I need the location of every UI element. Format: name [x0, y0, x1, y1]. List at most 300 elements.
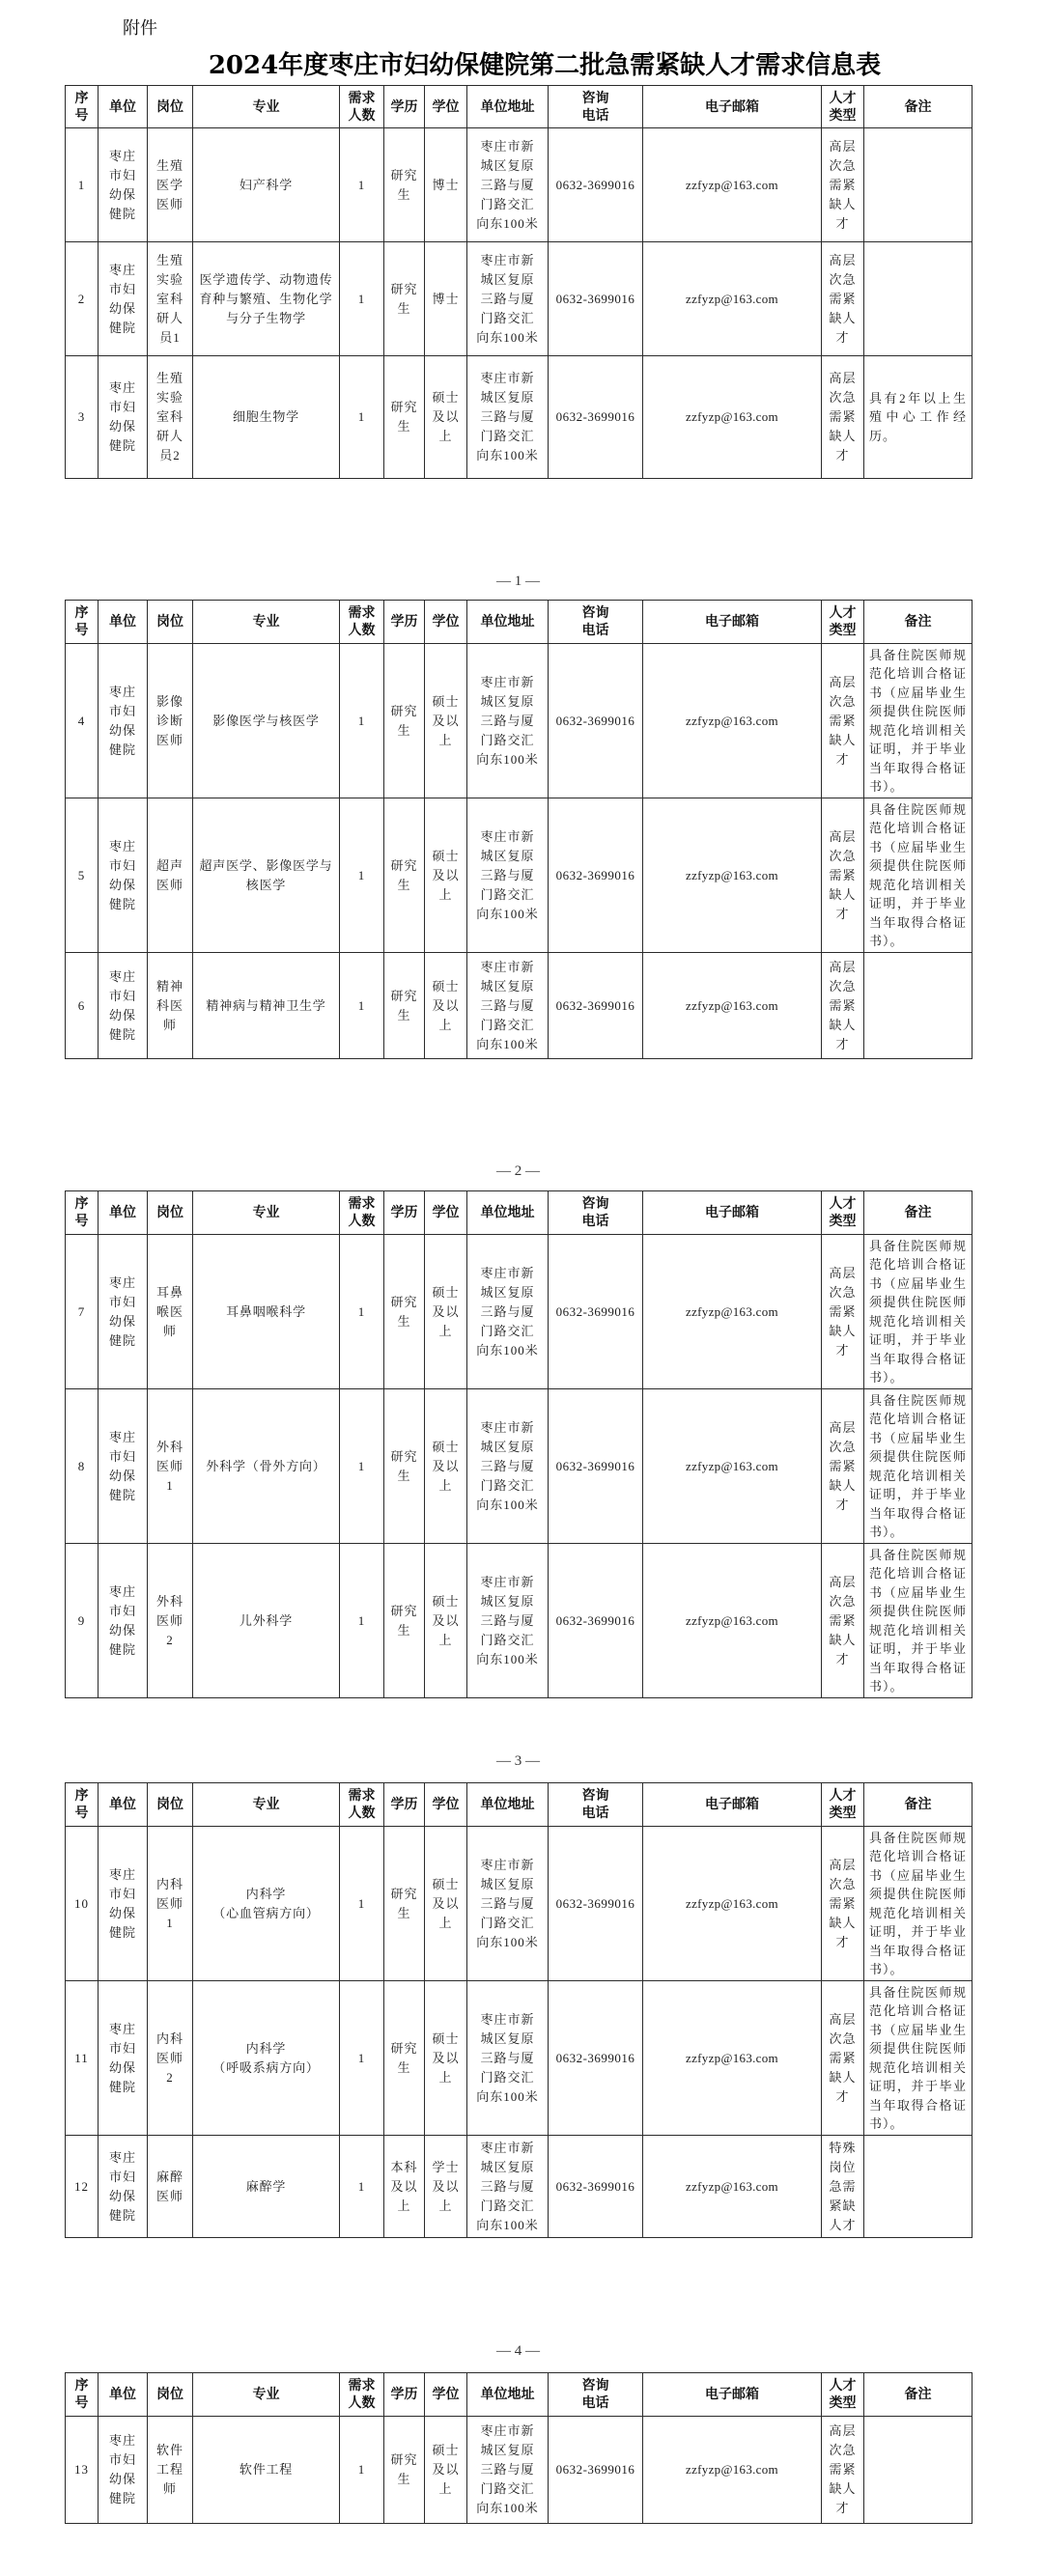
- header-education: [384, 1783, 425, 1827]
- header-row: [66, 1191, 973, 1235]
- cell-degree: 学士及以上: [425, 2136, 467, 2238]
- cell-major: 医学遗传学、动物遗传育种与繁殖、生物化学与分子生物学: [193, 242, 340, 356]
- cell-education: 研究生: [384, 953, 425, 1059]
- cell-email: zzfyzp@163.com: [643, 798, 822, 953]
- cell-phone: 0632-3699016: [549, 356, 643, 479]
- header-talent-type: [822, 1783, 864, 1827]
- table-row: [66, 2417, 973, 2524]
- header-label: 咨询电话: [581, 2378, 609, 2411]
- cell-count: 1: [340, 1544, 384, 1698]
- cell-address: 枣庄市新城区复原三路与厦门路交汇向东100米: [467, 128, 549, 242]
- cell-email: zzfyzp@163.com: [643, 1827, 822, 1981]
- table-row: [66, 1235, 973, 1389]
- header-remark: [864, 1191, 973, 1235]
- cell-count: 1: [340, 1389, 384, 1544]
- header-label: 专业: [252, 1205, 280, 1220]
- cell-education: 研究生: [384, 1235, 425, 1389]
- header-degree: [425, 1191, 467, 1235]
- header-post: [148, 1191, 193, 1235]
- header-talent-type: [822, 86, 864, 128]
- cell-talent-type: 高层次急需紧缺人才: [822, 1235, 864, 1389]
- cell-degree: 硕士及以上: [425, 1235, 467, 1389]
- header-no: [66, 601, 99, 644]
- cell-no: 10: [66, 1827, 99, 1981]
- header-label: 单位: [109, 1205, 136, 1220]
- cell-education: 研究生: [384, 2417, 425, 2524]
- header-label: 岗位: [156, 614, 183, 630]
- header-major: [193, 601, 340, 644]
- cell-no: 6: [66, 953, 99, 1059]
- cell-remark: [864, 128, 973, 242]
- requirement-table-page-5: [65, 2372, 973, 2524]
- cell-major: 超声医学、影像医学与核医学: [193, 798, 340, 953]
- cell-degree: 硕士及以上: [425, 356, 467, 479]
- cell-phone: 0632-3699016: [549, 798, 643, 953]
- cell-unit: 枣庄市妇幼保健院: [99, 798, 148, 953]
- requirement-table-page-2: [65, 600, 973, 1059]
- cell-no: 2: [66, 242, 99, 356]
- header-phone: [549, 86, 643, 128]
- header-label: 学历: [390, 98, 418, 115]
- header-post: [148, 2373, 193, 2417]
- cell-talent-type: 高层次急需紧缺人才: [822, 242, 864, 356]
- header-label: 单位地址: [480, 1205, 535, 1220]
- cell-talent-type: 高层次急需紧缺人才: [822, 356, 864, 479]
- header-degree: [425, 1783, 467, 1827]
- header-label: 学历: [390, 614, 418, 630]
- header-label: 单位: [109, 1797, 136, 1812]
- cell-degree: 硕士及以上: [425, 798, 467, 953]
- header-label: 学位: [432, 1205, 460, 1220]
- cell-count: 1: [340, 2136, 384, 2238]
- header-label: 人才类型: [829, 1788, 857, 1821]
- cell-unit: 枣庄市妇幼保健院: [99, 953, 148, 1059]
- header-major: [193, 2373, 340, 2417]
- cell-post: 生殖医学医师: [148, 128, 193, 242]
- header-label: 咨询电话: [581, 605, 609, 638]
- cell-address: 枣庄市新城区复原三路与厦门路交汇向东100米: [467, 356, 549, 479]
- cell-talent-type: 高层次急需紧缺人才: [822, 1981, 864, 2136]
- cell-post: 麻醉医师: [148, 2136, 193, 2238]
- cell-phone: 0632-3699016: [549, 1981, 643, 2136]
- cell-talent-type: 特殊岗位急需紧缺人才: [822, 2136, 864, 2238]
- cell-no: 13: [66, 2417, 99, 2524]
- cell-major: 耳鼻咽喉科学: [193, 1235, 340, 1389]
- cell-post: 生殖实验室科研人员1: [148, 242, 193, 356]
- cell-post: 耳鼻喉医师: [148, 1235, 193, 1389]
- header-education: [384, 86, 425, 128]
- header-row: [66, 86, 973, 128]
- cell-email: zzfyzp@163.com: [643, 2417, 822, 2524]
- cell-degree: 博士: [425, 128, 467, 242]
- cell-degree: 硕士及以上: [425, 2417, 467, 2524]
- cell-no: 3: [66, 356, 99, 479]
- header-degree: [425, 2373, 467, 2417]
- cell-remark: 具备住院医师规范化培训合格证书（应届毕业生须提供住院医师规范化培训相关证明，并于毕业当年取得合格证书）。: [864, 798, 973, 953]
- header-label: 需求人数: [348, 605, 376, 638]
- header-row: [66, 601, 973, 644]
- header-label: 岗位: [156, 1205, 183, 1220]
- cell-talent-type: 高层次急需紧缺人才: [822, 953, 864, 1059]
- table-row: [66, 1827, 973, 1981]
- cell-unit: 枣庄市妇幼保健院: [99, 1235, 148, 1389]
- header-education: [384, 601, 425, 644]
- cell-major: 麻醉学: [193, 2136, 340, 2238]
- header-email: [643, 86, 822, 128]
- requirement-table-page-3: [65, 1190, 973, 1698]
- page-number: — 4 —: [496, 2343, 540, 2359]
- cell-remark: [864, 2417, 973, 2524]
- header-row: [66, 1783, 973, 1827]
- cell-email: zzfyzp@163.com: [643, 2136, 822, 2238]
- cell-degree: 硕士及以上: [425, 953, 467, 1059]
- header-label: 咨询电话: [581, 90, 609, 124]
- cell-address: 枣庄市新城区复原三路与厦门路交汇向东100米: [467, 242, 549, 356]
- header-label: 单位: [109, 2387, 136, 2402]
- cell-degree: 博士: [425, 242, 467, 356]
- cell-no: 5: [66, 798, 99, 953]
- header-address: [467, 1191, 549, 1235]
- cell-address: 枣庄市新城区复原三路与厦门路交汇向东100米: [467, 1544, 549, 1698]
- cell-unit: 枣庄市妇幼保健院: [99, 2417, 148, 2524]
- cell-unit: 枣庄市妇幼保健院: [99, 356, 148, 479]
- cell-remark: 具备住院医师规范化培训合格证书（应届毕业生须提供住院医师规范化培训相关证明，并于毕业当年取得合格证书）。: [864, 1389, 973, 1544]
- header-label: 电子邮箱: [705, 2387, 759, 2402]
- header-education: [384, 1191, 425, 1235]
- cell-remark: [864, 242, 973, 356]
- header-phone: [549, 2373, 643, 2417]
- header-unit: [99, 1783, 148, 1827]
- cell-unit: 枣庄市妇幼保健院: [99, 1827, 148, 1981]
- cell-talent-type: 高层次急需紧缺人才: [822, 798, 864, 953]
- cell-count: 1: [340, 798, 384, 953]
- header-label: 需求人数: [348, 1788, 376, 1821]
- cell-post: 软件工程师: [148, 2417, 193, 2524]
- cell-unit: 枣庄市妇幼保健院: [99, 644, 148, 798]
- header-label: 电子邮箱: [705, 98, 759, 115]
- cell-address: 枣庄市新城区复原三路与厦门路交汇向东100米: [467, 644, 549, 798]
- header-talent-type: [822, 2373, 864, 2417]
- header-label: 咨询电话: [581, 1196, 609, 1229]
- cell-address: 枣庄市新城区复原三路与厦门路交汇向东100米: [467, 1235, 549, 1389]
- cell-degree: 硕士及以上: [425, 1389, 467, 1544]
- header-label: 备注: [904, 2387, 932, 2402]
- header-label: 专业: [252, 1797, 280, 1812]
- cell-talent-type: 高层次急需紧缺人才: [822, 128, 864, 242]
- cell-count: 1: [340, 1981, 384, 2136]
- cell-phone: 0632-3699016: [549, 1544, 643, 1698]
- header-degree: [425, 86, 467, 128]
- cell-phone: 0632-3699016: [549, 128, 643, 242]
- cell-count: 1: [340, 644, 384, 798]
- cell-email: zzfyzp@163.com: [643, 1544, 822, 1698]
- header-major: [193, 1783, 340, 1827]
- header-label: 专业: [252, 98, 280, 115]
- cell-phone: 0632-3699016: [549, 1827, 643, 1981]
- cell-remark: [864, 953, 973, 1059]
- cell-talent-type: 高层次急需紧缺人才: [822, 1544, 864, 1698]
- cell-address: 枣庄市新城区复原三路与厦门路交汇向东100米: [467, 1981, 549, 2136]
- cell-no: 1: [66, 128, 99, 242]
- table-row: [66, 1389, 973, 1544]
- cell-major: 外科学（骨外方向）: [193, 1389, 340, 1544]
- header-label: 岗位: [156, 1797, 183, 1812]
- cell-degree: 硕士及以上: [425, 1827, 467, 1981]
- cell-count: 1: [340, 2417, 384, 2524]
- cell-count: 1: [340, 128, 384, 242]
- header-label: 单位地址: [480, 98, 535, 115]
- header-label: 电子邮箱: [705, 1205, 759, 1220]
- cell-address: 枣庄市新城区复原三路与厦门路交汇向东100米: [467, 1827, 549, 1981]
- cell-major: 软件工程: [193, 2417, 340, 2524]
- header-remark: [864, 601, 973, 644]
- header-label: 学位: [432, 2387, 460, 2402]
- header-label: 需求人数: [348, 2378, 376, 2411]
- cell-post: 生殖实验室科研人员2: [148, 356, 193, 479]
- header-label: 学位: [432, 1797, 460, 1812]
- cell-education: 研究生: [384, 242, 425, 356]
- header-label: 单位地址: [480, 1797, 535, 1812]
- cell-email: zzfyzp@163.com: [643, 1981, 822, 2136]
- cell-education: 研究生: [384, 356, 425, 479]
- cell-post: 外科医师1: [148, 1389, 193, 1544]
- cell-remark: 具有2年以上生殖中心工作经历。: [864, 356, 973, 479]
- cell-education: 研究生: [384, 1981, 425, 2136]
- cell-talent-type: 高层次急需紧缺人才: [822, 1827, 864, 1981]
- header-label: 人才类型: [829, 1196, 857, 1229]
- page-number: — 2 —: [496, 1163, 540, 1179]
- header-post: [148, 86, 193, 128]
- header-label: 人才类型: [829, 90, 857, 124]
- header-label: 电子邮箱: [705, 1797, 759, 1812]
- cell-phone: 0632-3699016: [549, 1235, 643, 1389]
- cell-email: zzfyzp@163.com: [643, 953, 822, 1059]
- header-remark: [864, 2373, 973, 2417]
- header-major: [193, 1191, 340, 1235]
- header-label: 电子邮箱: [705, 614, 759, 630]
- cell-unit: 枣庄市妇幼保健院: [99, 1981, 148, 2136]
- header-label: 需求人数: [348, 90, 376, 124]
- cell-remark: 具备住院医师规范化培训合格证书（应届毕业生须提供住院医师规范化培训相关证明，并于毕业当年取得合格证书）。: [864, 1827, 973, 1981]
- header-label: 单位地址: [480, 2387, 535, 2402]
- page-number: — 1 —: [496, 574, 540, 589]
- cell-education: 本科及以上: [384, 2136, 425, 2238]
- table-row: [66, 644, 973, 798]
- cell-talent-type: 高层次急需紧缺人才: [822, 2417, 864, 2524]
- header-label: 学位: [432, 614, 460, 630]
- header-no: [66, 86, 99, 128]
- header-label: 备注: [904, 1797, 932, 1812]
- header-email: [643, 601, 822, 644]
- cell-education: 研究生: [384, 644, 425, 798]
- header-email: [643, 1783, 822, 1827]
- cell-post: 影像诊断医师: [148, 644, 193, 798]
- cell-degree: 硕士及以上: [425, 1981, 467, 2136]
- header-no: [66, 1191, 99, 1235]
- requirement-table-page-4: [65, 1782, 973, 2238]
- header-post: [148, 1783, 193, 1827]
- cell-address: 枣庄市新城区复原三路与厦门路交汇向东100米: [467, 1389, 549, 1544]
- header-label: 单位: [109, 614, 136, 630]
- header-label: 学历: [390, 2387, 418, 2402]
- cell-education: 研究生: [384, 1389, 425, 1544]
- cell-unit: 枣庄市妇幼保健院: [99, 1544, 148, 1698]
- cell-count: 1: [340, 242, 384, 356]
- cell-phone: 0632-3699016: [549, 2417, 643, 2524]
- header-count: [340, 601, 384, 644]
- cell-remark: 具备住院医师规范化培训合格证书（应届毕业生须提供住院医师规范化培训相关证明，并于毕业当年取得合格证书）。: [864, 644, 973, 798]
- header-email: [643, 2373, 822, 2417]
- cell-post: 外科医师2: [148, 1544, 193, 1698]
- cell-remark: 具备住院医师规范化培训合格证书（应届毕业生须提供住院医师规范化培训相关证明，并于毕业当年取得合格证书）。: [864, 1544, 973, 1698]
- cell-unit: 枣庄市妇幼保健院: [99, 128, 148, 242]
- cell-email: zzfyzp@163.com: [643, 242, 822, 356]
- header-count: [340, 2373, 384, 2417]
- cell-email: zzfyzp@163.com: [643, 128, 822, 242]
- header-talent-type: [822, 601, 864, 644]
- cell-unit: 枣庄市妇幼保健院: [99, 2136, 148, 2238]
- cell-phone: 0632-3699016: [549, 2136, 643, 2238]
- header-education: [384, 2373, 425, 2417]
- cell-major: 影像医学与核医学: [193, 644, 340, 798]
- header-label: 单位地址: [480, 614, 535, 630]
- header-label: 序号: [74, 1788, 89, 1821]
- header-count: [340, 86, 384, 128]
- cell-post: 精神科医师: [148, 953, 193, 1059]
- cell-count: 1: [340, 356, 384, 479]
- cell-no: 11: [66, 1981, 99, 2136]
- header-row: [66, 2373, 973, 2417]
- header-label: 序号: [74, 2378, 89, 2411]
- header-count: [340, 1191, 384, 1235]
- cell-address: 枣庄市新城区复原三路与厦门路交汇向东100米: [467, 798, 549, 953]
- cell-no: 4: [66, 644, 99, 798]
- cell-no: 7: [66, 1235, 99, 1389]
- table-row: [66, 356, 973, 479]
- cell-degree: 硕士及以上: [425, 644, 467, 798]
- cell-major: 内科学 （呼吸系病方向）: [193, 1981, 340, 2136]
- header-label: 专业: [252, 614, 280, 630]
- page-number: — 3 —: [496, 1753, 540, 1769]
- table-row: [66, 953, 973, 1059]
- header-no: [66, 1783, 99, 1827]
- requirement-table-page-1: [65, 85, 973, 479]
- cell-phone: 0632-3699016: [549, 242, 643, 356]
- cell-degree: 硕士及以上: [425, 1544, 467, 1698]
- header-label: 学历: [390, 1797, 418, 1812]
- cell-phone: 0632-3699016: [549, 1389, 643, 1544]
- cell-email: zzfyzp@163.com: [643, 644, 822, 798]
- header-post: [148, 601, 193, 644]
- header-phone: [549, 1783, 643, 1827]
- table-row: [66, 242, 973, 356]
- cell-count: 1: [340, 1235, 384, 1389]
- table-row: [66, 2136, 973, 2238]
- cell-unit: 枣庄市妇幼保健院: [99, 1389, 148, 1544]
- header-remark: [864, 1783, 973, 1827]
- header-label: 备注: [904, 98, 932, 115]
- header-label: 备注: [904, 1205, 932, 1220]
- cell-remark: [864, 2136, 973, 2238]
- header-label: 需求人数: [348, 1196, 376, 1229]
- header-label: 咨询电话: [581, 1788, 609, 1821]
- cell-no: 12: [66, 2136, 99, 2238]
- cell-count: 1: [340, 953, 384, 1059]
- header-unit: [99, 601, 148, 644]
- cell-phone: 0632-3699016: [549, 644, 643, 798]
- header-phone: [549, 601, 643, 644]
- cell-major: 细胞生物学: [193, 356, 340, 479]
- cell-no: 9: [66, 1544, 99, 1698]
- cell-major: 精神病与精神卫生学: [193, 953, 340, 1059]
- header-label: 序号: [74, 605, 89, 638]
- cell-talent-type: 高层次急需紧缺人才: [822, 644, 864, 798]
- cell-education: 研究生: [384, 1544, 425, 1698]
- header-address: [467, 86, 549, 128]
- header-address: [467, 2373, 549, 2417]
- table-row: [66, 1544, 973, 1698]
- header-label: 人才类型: [829, 2378, 857, 2411]
- cell-major: 儿外科学: [193, 1544, 340, 1698]
- header-label: 序号: [74, 1196, 89, 1229]
- table-row: [66, 1981, 973, 2136]
- header-unit: [99, 1191, 148, 1235]
- header-label: 单位: [109, 98, 136, 115]
- cell-major: 妇产科学: [193, 128, 340, 242]
- header-label: 备注: [904, 614, 932, 630]
- header-degree: [425, 601, 467, 644]
- cell-talent-type: 高层次急需紧缺人才: [822, 1389, 864, 1544]
- header-email: [643, 1191, 822, 1235]
- header-address: [467, 601, 549, 644]
- header-address: [467, 1783, 549, 1827]
- header-label: 序号: [74, 90, 89, 124]
- page-title: 2024年度枣庄市妇幼保健院第二批急需紧缺人才需求信息表: [208, 51, 882, 80]
- header-label: 专业: [252, 2387, 280, 2402]
- cell-unit: 枣庄市妇幼保健院: [99, 242, 148, 356]
- header-label: 岗位: [156, 2387, 183, 2402]
- header-unit: [99, 2373, 148, 2417]
- header-unit: [99, 86, 148, 128]
- header-label: 学位: [432, 98, 460, 115]
- cell-phone: 0632-3699016: [549, 953, 643, 1059]
- header-major: [193, 86, 340, 128]
- cell-education: 研究生: [384, 798, 425, 953]
- cell-email: zzfyzp@163.com: [643, 1389, 822, 1544]
- cell-address: 枣庄市新城区复原三路与厦门路交汇向东100米: [467, 953, 549, 1059]
- cell-count: 1: [340, 1827, 384, 1981]
- cell-email: zzfyzp@163.com: [643, 356, 822, 479]
- cell-major: 内科学 （心血管病方向）: [193, 1827, 340, 1981]
- header-phone: [549, 1191, 643, 1235]
- cell-email: zzfyzp@163.com: [643, 1235, 822, 1389]
- header-label: 人才类型: [829, 605, 857, 638]
- table-row: [66, 128, 973, 242]
- header-remark: [864, 86, 973, 128]
- cell-post: 内科医师1: [148, 1827, 193, 1981]
- cell-address: 枣庄市新城区复原三路与厦门路交汇向东100米: [467, 2136, 549, 2238]
- attachment-label: 附件: [123, 18, 157, 39]
- cell-education: 研究生: [384, 1827, 425, 1981]
- cell-address: 枣庄市新城区复原三路与厦门路交汇向东100米: [467, 2417, 549, 2524]
- cell-remark: 具备住院医师规范化培训合格证书（应届毕业生须提供住院医师规范化培训相关证明，并于毕业当年取得合格证书）。: [864, 1235, 973, 1389]
- header-count: [340, 1783, 384, 1827]
- cell-remark: 具备住院医师规范化培训合格证书（应届毕业生须提供住院医师规范化培训相关证明，并于毕业当年取得合格证书）。: [864, 1981, 973, 2136]
- cell-post: 内科医师2: [148, 1981, 193, 2136]
- cell-post: 超声医师: [148, 798, 193, 953]
- header-label: 岗位: [156, 98, 183, 115]
- cell-no: 8: [66, 1389, 99, 1544]
